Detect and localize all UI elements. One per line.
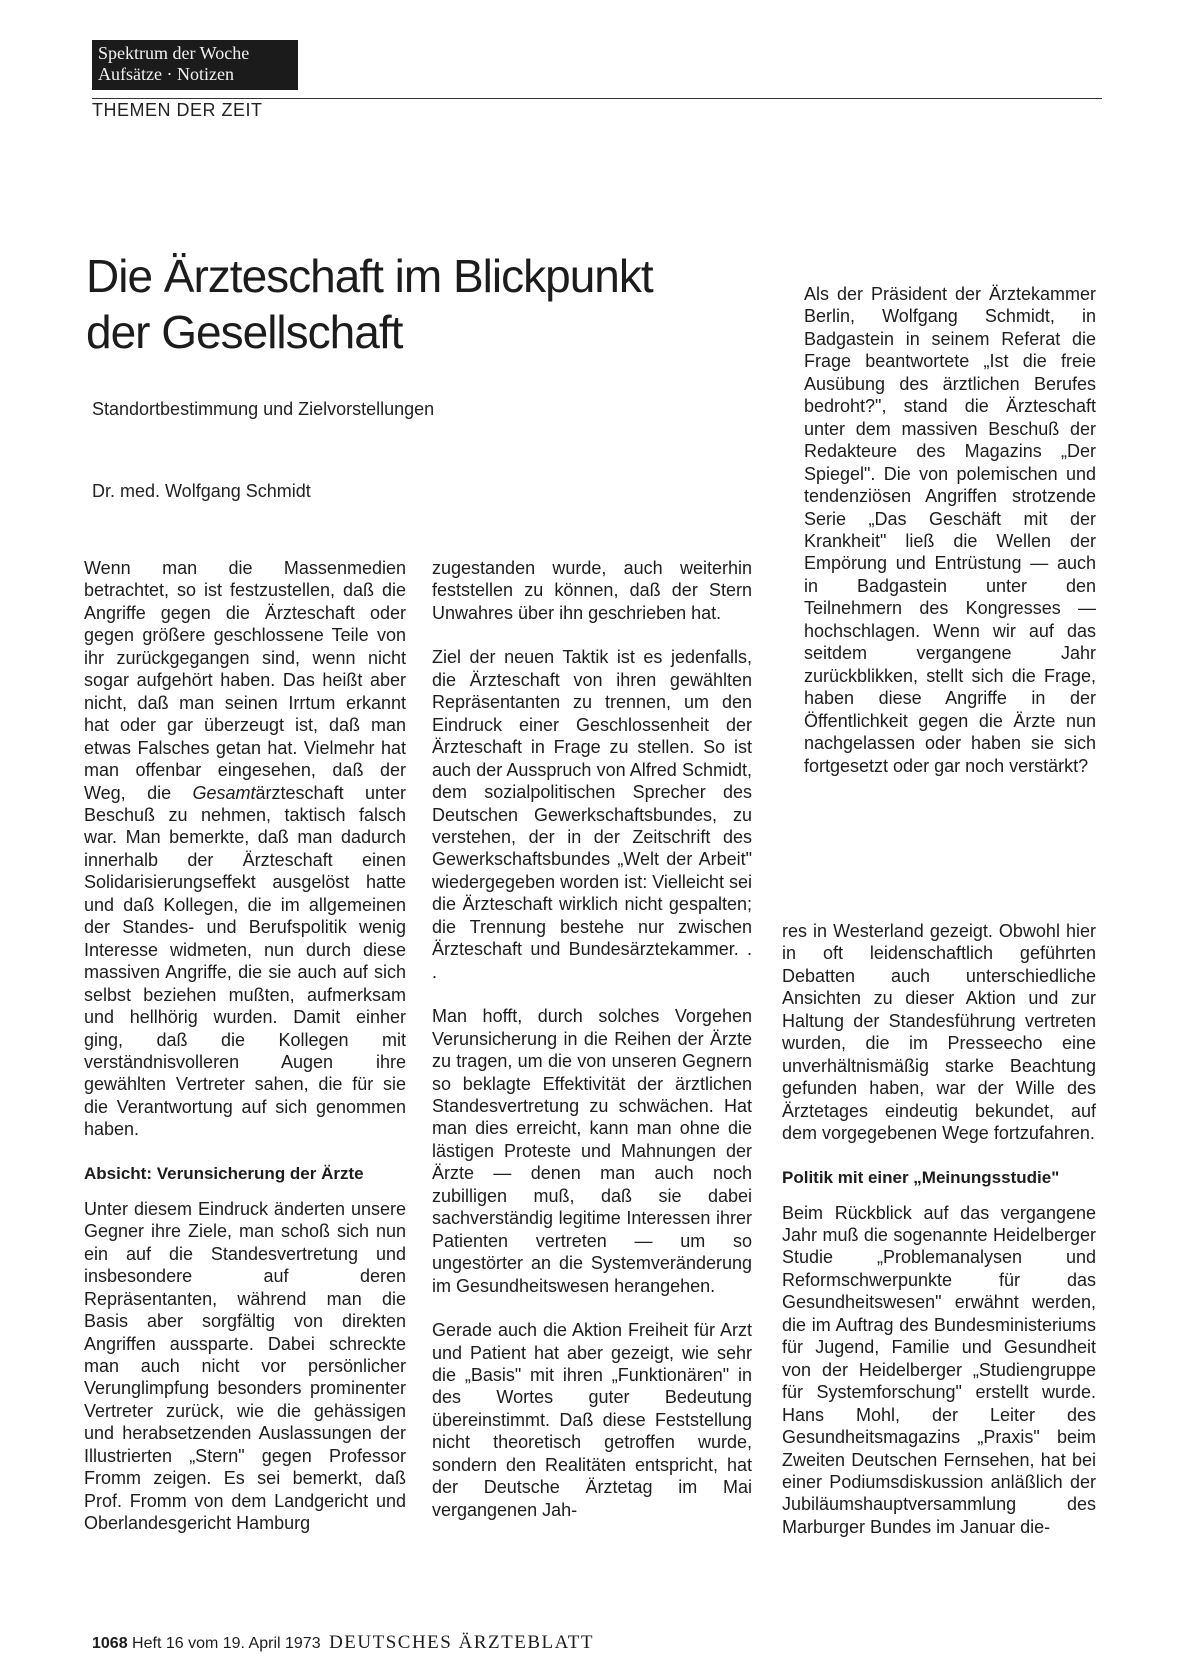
section-label: THEMEN DER ZEIT	[92, 100, 263, 120]
paragraph	[84, 557, 406, 1141]
badge-line-1: Spektrum der Woche	[98, 43, 250, 63]
title-line-2: der Gesellschaft	[86, 306, 403, 358]
paragraph: Gerade auch die Aktion Freiheit für Arzt und Patient hat aber gezeigt, wie sehr die „Basis" mit ihren „Funktionären" in des Wortes guter Bedeutung übereinstimmt. Daß diese Feststellung nicht theoretisch getroffen wurde, sondern den Realitäten entspricht, hat der Deutsche Ärztetag im Mai vergangenen Jah-	[432, 1320, 752, 1520]
page-footer	[92, 1632, 594, 1654]
text-run: ärzteschaft unter Beschuß zu nehmen, taktisch falsch war. Man bemerkte, daß man dadurch innerhalb der Ärzteschaft einen Solidarisierungseffekt ausgelöst hatte und daß Kollegen, die im allgemeinen der Standes- und Berufspolitik wenig Interesse widmeten, nun durch diese massiven Angriffe, die sie auch auf sich selbst beziehen mußten, aufmerksam und hellhörig wurden. Damit einher ging, daß die Kollegen mit verständnisvolleren Augen ihre gewählten Vertreter sahen, die für sie die Verantwortung auf sich genommen haben.	[84, 782, 406, 1140]
section-badge	[92, 40, 298, 90]
paragraph: Unter diesem Eindruck änderten unsere Gegner ihre Ziele, man schoß sich nun ein auf die Standesvertretung und insbesondere auf deren Repräsentanten, während man die Basis aber sorgfältig von direkten Angriffen aussparte. Dabei schreckte man auch nicht vor persönlicher Verunglimpfung besonders prominenter Vertreter zurück, wie die gehässigen und herabsetzenden Auslassungen der Illustrierten „Stern" gegen Professor Fromm zeigen. Es sei bemerkt, daß Prof. Fromm von dem Landgericht und Oberlandesgericht Hamburg	[84, 1198, 406, 1534]
intro-paragraph: Als der Präsident der Ärztekammer Berlin, Wolfgang Schmidt, in Badgastein in seinem Referat die Frage beantwortete „Ist die freie Ausübung des ärztlichen Berufes bedroht?", stand die Ärzteschaft unter dem massiven Beschuß der Redakteure des Magazins „Der Spiegel". Die von polemischen und tendenziösen Angriffen strotzende Serie „Das Geschäft mit der Krankheit" ließ die Wellen der Empörung und Entrüstung — auch in Badgastein unter den Teilnehmern des Kongresses — hochschlagen. Wenn wir auf das seitdem vergangene Jahr zurückblikken, stellt sich die Frage, haben diese Angriffe in der Öffentlichkeit gegen die Ärzte nun nachgelassen oder haben sie sich fortgesetzt oder gar noch verstärkt?	[804, 284, 1096, 776]
article-author: Dr. med. Wolfgang Schmidt	[92, 481, 311, 501]
column-2	[432, 557, 752, 1543]
subheading: Politik mit einer „Meinungsstudie"	[782, 1167, 1060, 1187]
magazine-name: DEUTSCHES ÄRZTEBLATT	[329, 1632, 594, 1653]
title-line-1: Die Ärzteschaft im Blickpunkt	[86, 250, 653, 302]
text-run: Wenn man die Massenmedien betrachtet, so ist festzustellen, daß die Angriffe gegen die Ärzteschaft oder gegen größere geschlossene Teile von ihr zurückgegangen sind, wenn nicht sogar aufgehört haben. Das heißt aber nicht, daß man seinen Irrtum erkannt hat oder gar überzeugt ist, daß man etwas Falsches getan hat. Vielmehr hat man offenbar eingesehen, daß der Weg, die	[84, 558, 406, 803]
issue-info: Heft 16 vom 19. April 1973	[132, 1635, 321, 1652]
paragraph: Beim Rückblick auf das vergangene Jahr muß die sogenannte Heidelberger Studie „Problemanalysen und Reformschwerpunkte für das Gesundheitswesen" erwähnt werden, die im Auftrag des Bundesministeriums für Jugend, Familie und Gesundheit von der Heidelberger „Studiengruppe für Systemforschung" erstellt wurde. Hans Mohl, der Leiter des Gesundheitsmagazins „Praxis" beim Zweiten Deutschen Fernsehen, hat bei einer Podiumsdiskussion anläßlich der Jubiläumshauptversammlung des Marburger Bundes im Januar die-	[782, 1202, 1096, 1537]
paragraph: Ziel der neuen Taktik ist es jedenfalls, die Ärzteschaft von ihren gewählten Repräsentanten zu trennen, um den Eindruck einer Geschlossenheit der Ärzteschaft in Frage zu stellen. So ist auch der Ausspruch von Alfred Schmidt, dem sozialpolitischen Sprecher des Deutschen Gewerkschaftsbundes, zu verstehen, der in der Zeitschrift des Gewerkschaftsbundes „Welt der Arbeit" wiedergegeben worden ist: Vielleicht sei die Ärzteschaft wirklich nicht gespalten; die Trennung bestehe nur zwischen Ärzteschaft und Bundesärztekammer. . .	[432, 647, 752, 982]
paragraph: zugestanden wurde, auch weiterhin feststellen zu können, daß der Stern Unwahres über ihn geschrieben hat.	[432, 558, 752, 623]
paragraph: res in Westerland gezeigt. Obwohl hier in oft leidenschaftlich geführten Debatten auch unterschiedliche Ansichten zu dieser Aktion und zur Haltung der Standesführung vertreten wurden, die im Presseecho eine unverhältnismäßig starke Beachtung gefunden haben, war der Wille des Ärztetages eindeutig bekundet, auf dem vorgegebenen Wege fortzufahren.	[782, 921, 1096, 1144]
page-number: 1068	[92, 1635, 128, 1652]
badge-line-2: Aufsätze · Notizen	[98, 64, 234, 84]
paragraph: Man hofft, durch solches Vorgehen Verunsicherung in die Reihen der Ärzte zu tragen, um die von unseren Gegnern so beklagte Effektivität der ärztlichen Standesvertretung zu schwächen. Hat man dies erreicht, kann man ohne die lästigen Proteste und Mahnungen der Ärzte — denen man auch noch zubilligen muß, daß sie dabei sachverständig legitime Interessen ihrer Patienten vertreten — um so ungestörter an die Systemveränderung im Gesundheitswesen herangehen.	[432, 1006, 752, 1296]
subheading: Absicht: Verunsicherung der Ärzte	[84, 1163, 364, 1183]
header-rule	[92, 98, 1102, 99]
column-3	[782, 920, 1096, 1560]
column-3-intro	[804, 283, 1096, 799]
article-subtitle: Standortbestimmung und Zielvorstellungen	[92, 399, 435, 419]
article-title	[86, 248, 736, 360]
emphasis-text: Gesamt	[192, 782, 256, 803]
column-1	[84, 557, 406, 1557]
